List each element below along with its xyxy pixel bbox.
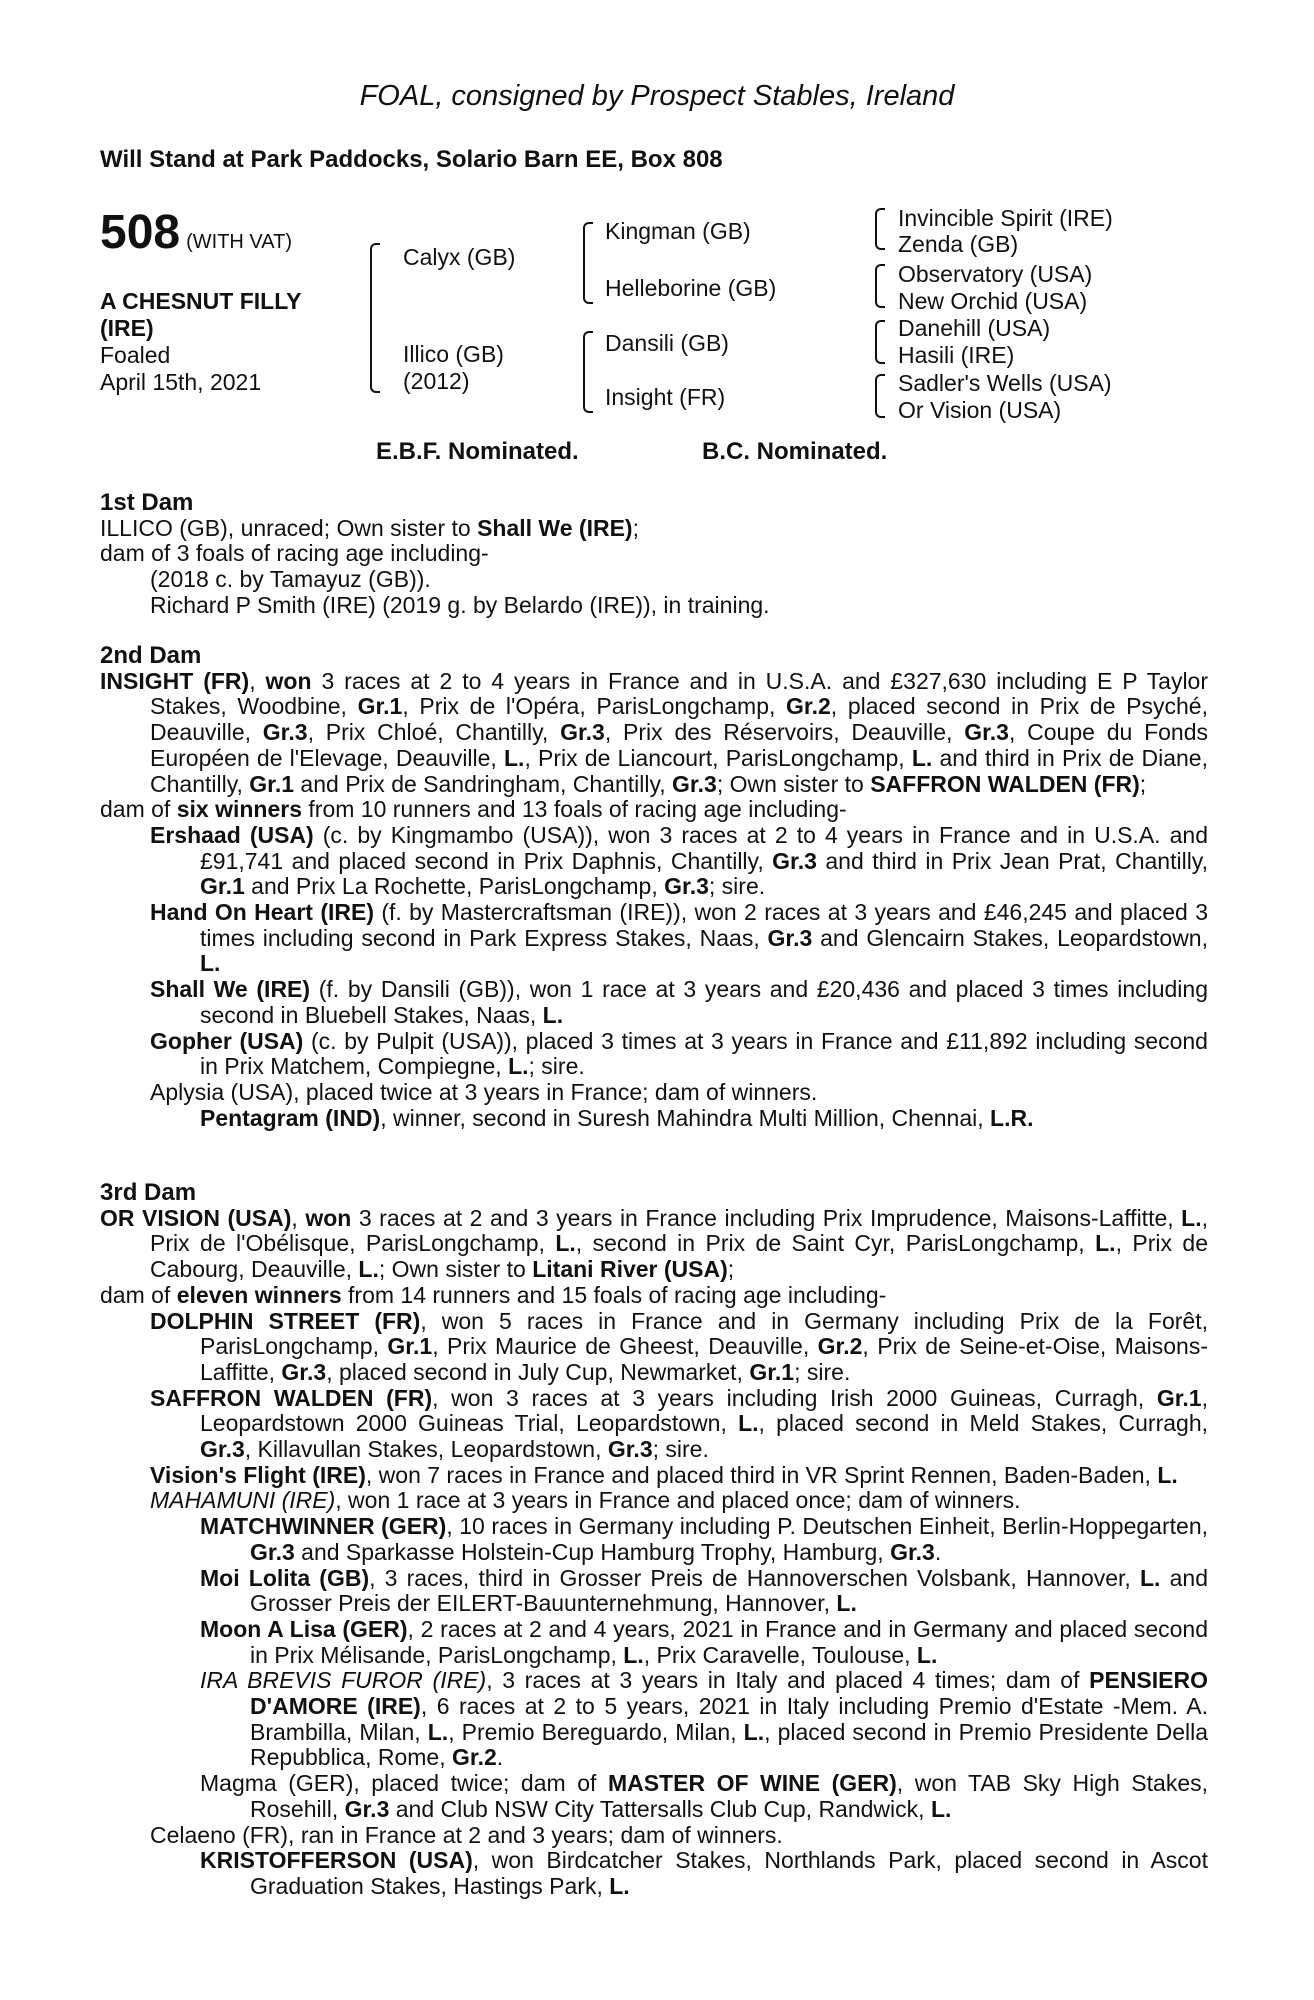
second-dam-foal-hand-on-heart: Hand On Heart (IRE) (f. by Mastercraftsman (IRE)), won 2 races at 3 years and £46,245 and placed 3 times including second in Park Express Stakes, Naas, Gr.3 and Glencairn Stakes, Leopardstown, L. (150, 899, 1208, 977)
brace-gen2-dam (583, 331, 593, 413)
second-dam-heading: 2nd Dam (100, 642, 202, 669)
pedigree-sire-sire: Kingman (GB) (605, 218, 751, 244)
third-dam-grandfoal-matchwinner: MATCHWINNER (GER), 10 races in Germany including P. Deutschen Einheit, Berlin-Hoppegarten, Gr.3 and Sparkasse Holstein-Cup Hamburg Trophy, Hamburg, Gr.3. (200, 1513, 1208, 1565)
pedigree-gen3-4: New Orchid (USA) (898, 288, 1088, 314)
vat-note: (WITH VAT) (186, 231, 292, 253)
pedigree-dam-dam: Insight (FR) (605, 384, 726, 410)
brace-gen3-4 (875, 374, 885, 418)
brace-gen3-1 (875, 208, 885, 250)
pedigree-gen3-1: Invincible Spirit (IRE) (898, 205, 1113, 231)
foaled-date: April 15th, 2021 (100, 369, 262, 395)
pedigree-gen3-8: Or Vision (USA) (898, 397, 1062, 423)
pedigree-dam-year: (2012) (403, 368, 470, 394)
horse-description (100, 288, 301, 396)
second-dam-foal-shall-we: Shall We (IRE) (f. by Dansili (GB)), won 1 race at 3 years and £20,436 and placed 3 times including second in Bluebell Stakes, Naas, L. (150, 976, 1208, 1028)
ebf-nominated: E.B.F. Nominated. (376, 438, 579, 465)
third-dam-heading: 3rd Dam (100, 1179, 197, 1206)
third-dam-foal-dolphin-street: DOLPHIN STREET (FR), won 5 races in France and in Germany including Prix de la Forêt, ParisLongchamp, Gr.1, Prix Maurice de Gheest, Deauville, Gr.2, Prix de Seine-et-Oise, Maisons-Laffitte, Gr.3, placed second in July Cup, Newmarket, Gr.1; sire. (150, 1307, 1208, 1385)
third-dam-grandfoal-moi-lolita: Moi Lolita (GB), 3 races, third in Grosser Preis de Hannoverschen Volsbank, Hannover, L. and Grosser Preis der EILERT-Bauunternehmung, Hannover, L. (200, 1564, 1209, 1617)
pedigree-gen3-6: Hasili (IRE) (898, 342, 1015, 368)
pedigree-sire-dam: Helleborine (GB) (605, 275, 777, 301)
second-dam-foal-gopher: Gopher (USA) (c. by Pulpit (USA)), placed 3 times at 3 years in France and £11,892 including second in Prix Matchem, Compiegne, L.; sire. (150, 1027, 1208, 1080)
pedigree-gen3-5: Danehill (USA) (898, 315, 1051, 341)
third-dam-grandfoal-moon-a-lisa: Moon A Lisa (GER), 2 races at 2 and 4 years, 2021 in France and in Germany and placed second in Prix Mélisande, ParisLongchamp, L., Prix Caravelle, Toulouse, L. (200, 1615, 1209, 1668)
brace-gen2-sire (583, 222, 593, 304)
first-dam-foal-2: Richard P Smith (IRE) (2019 g. by Belardo (IRE)), in training. (150, 591, 770, 618)
first-dam-foal-1: (2018 c. by Tamayuz (GB)). (150, 566, 431, 593)
foaled-label: Foaled (100, 342, 171, 368)
second-dam-foal-ershaad: Ershaad (USA) (c. by Kingmambo (USA)), won 3 races at 2 to 4 years in France and in U.S.A. and £91,741 and placed second in Prix Daphnis, Chantilly, Gr.3 and third in Prix Jean Prat, Chantilly, Gr.1 and Prix La Rochette, ParisLongchamp, Gr.3; sire. (150, 821, 1208, 900)
third-dam-foal-mahamuni: MAHAMUNI (IRE), won 1 race at 3 years in France and placed once; dam of winners. (150, 1487, 1021, 1514)
pedigree-dam: Illico (GB) (403, 341, 504, 367)
third-dam-grandfoal-ira-brevis-furor: IRA BREVIS FUROR (IRE), 3 races at 3 years in Italy and placed 4 times; dam of PENSIERO D'AMORE (IRE), 6 races at 2 to 5 years, 2021 in Italy including Premio d'Estate -Mem. A. Brambilla, Milan, L., Premio Bereguardo, Milan, L., placed second in Premio Presidente Della Repubblica, Rome, Gr.2. (200, 1667, 1209, 1771)
third-dam-produce: dam of eleven winners from 14 runners and 15 foals of racing age including- (100, 1281, 887, 1308)
horse-sex-colour: A CHESNUT FILLY (100, 288, 302, 314)
third-dam-foal-saffron-walden: SAFFRON WALDEN (FR), won 3 races at 3 years including Irish 2000 Guineas, Curragh, Gr.1, Leopardstown 2000 Guineas Trial, Leopardstown, L., placed second in Meld Stakes, Curragh, Gr.3, Killavullan Stakes, Leopardstown, Gr.3; sire. (150, 1384, 1208, 1463)
stand-location: Will Stand at Park Paddocks, Solario Barn EE, Box 808 (100, 146, 723, 173)
second-dam-foal-aplysia: Aplysia (USA), placed twice at 3 years in France; dam of winners. (150, 1078, 818, 1105)
pedigree-gen3-7: Sadler's Wells (USA) (898, 370, 1112, 396)
second-dam-section (100, 643, 1208, 1131)
lot-header (100, 205, 292, 260)
second-dam-grandfoal-pentagram: Pentagram (IND), winner, second in Suresh Mahindra Multi Million, Chennai, L.R. (200, 1104, 1034, 1131)
pedigree-sire: Calyx (GB) (403, 244, 516, 270)
brace-gen3-2 (875, 264, 885, 308)
first-dam-produce: dam of 3 foals of racing age including- (100, 540, 489, 567)
third-dam-grandfoal-magma: Magma (GER), placed twice; dam of MASTER OF WINE (GER), won TAB Sky High Stakes, Rosehill, Gr.3 and Club NSW City Tattersalls Club Cup, Randwick, L. (200, 1770, 1208, 1822)
third-dam-record: OR VISION (USA), won 3 races at 2 and 3 years in France including Prix Imprudence, Maisons-Laffitte, L., Prix de l'Obélisque, ParisLongchamp, L., second in Prix de Saint Cyr, ParisLongchamp, L., Prix de Cabourg, Deauville, L.; Own sister to Litani River (USA); (100, 1204, 1209, 1283)
pedigree-gen3-3: Observatory (USA) (898, 261, 1093, 287)
lot-number: 508 (100, 206, 181, 259)
pedigree-dam-sire: Dansili (GB) (605, 330, 729, 356)
first-dam-line: ILLICO (GB), unraced; Own sister to Shall We (IRE); (100, 514, 639, 541)
brace-gen1 (370, 243, 380, 393)
second-dam-produce: dam of six winners from 10 runners and 13 foals of racing age including- (100, 796, 847, 823)
consignment-line: FOAL, consigned by Prospect Stables, Ireland (359, 80, 955, 112)
brace-gen3-3 (875, 320, 885, 364)
pedigree-gen3-2: Zenda (GB) (898, 231, 1019, 257)
horse-country: (IRE) (100, 315, 154, 341)
second-dam-record: INSIGHT (FR), won 3 races at 2 to 4 years in France and in U.S.A. and £327,630 including E P Taylor Stakes, Woodbine, Gr.1, Prix de l'Opéra, ParisLongchamp, Gr.2, placed second in Prix de Psyché, Deauville, Gr.3, Prix Chloé, Chantilly, Gr.3, Prix des Réservoirs, Deauville, Gr.3, Coupe du Fonds Européen de l'Elevage, Deauville, L., Prix de Liancourt, ParisLongchamp, L. and third in Prix de Diane, Chantilly, Gr.1 and Prix de Sandringham, Chantilly, Gr.3; Own sister to SAFFRON WALDEN (FR); (100, 667, 1209, 797)
third-dam-section (100, 1180, 1208, 1900)
first-dam-section (100, 490, 1208, 619)
third-dam-foal-visions-flight: Vision's Flight (IRE), won 7 races in France and placed third in VR Sprint Rennen, Baden-Baden, L. (150, 1461, 1178, 1488)
bc-nominated: B.C. Nominated. (702, 438, 888, 465)
third-dam-foal-celaeno: Celaeno (FR), ran in France at 2 and 3 years; dam of winners. (150, 1821, 783, 1848)
third-dam-grandfoal-kristofferson: KRISTOFFERSON (USA), won Birdcatcher Stakes, Northlands Park, placed second in Ascot Graduation Stakes, Hastings Park, L. (200, 1847, 1208, 1899)
first-dam-heading: 1st Dam (100, 489, 194, 516)
